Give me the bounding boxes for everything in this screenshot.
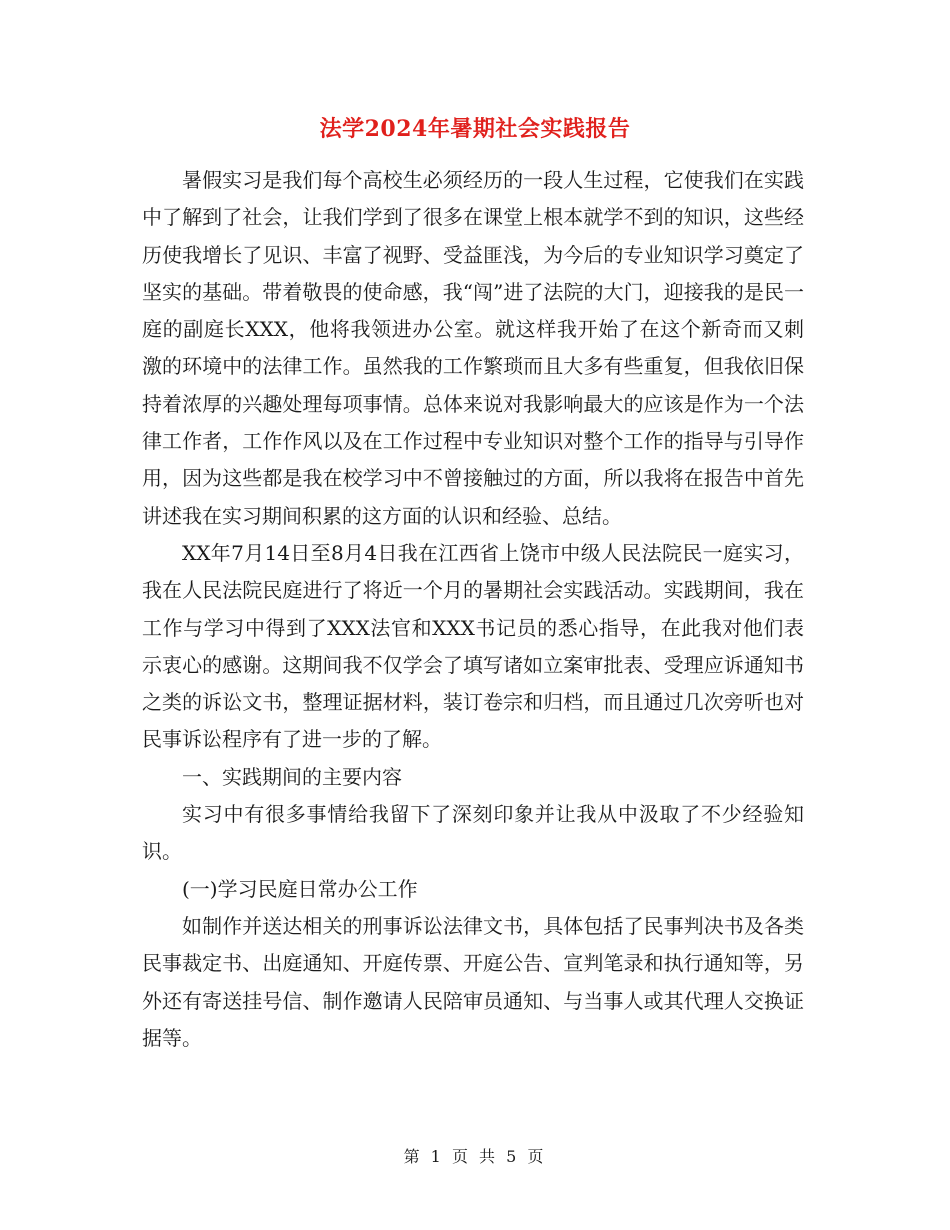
document-body	[142, 162, 804, 1057]
paragraph-internship-period: XX年7月14日至8月4日我在江西省上饶市中级人民法院民一庭实习，我在人民法院民庭进行了将近一个月的暑期社会实践活动。实践期间，我在工作与学习中得到了XXX法官和XXX书记员的悉心指导，在此我对他们表示衷心的感谢。这期间我不仅学会了填写诸如立案审批表、受理应诉通知书之类的诉讼文书，整理证据材料，装订卷宗和归档，而且通过几次旁听也对民事诉讼程序有了进一步的了解。	[142, 540, 804, 752]
document-title: 法学2024年暑期社会实践报告	[319, 116, 631, 142]
paragraph-impressions: 实习中有很多事情给我留下了深刻印象并让我从中汲取了不少经验知识。	[142, 802, 804, 864]
paragraph-legal-documents: 如制作并送达相关的刑事诉讼法律文书，具体包括了民事判决书及各类民事裁定书、出庭通知、开庭传票、开庭公告、宣判笔录和执行通知等，另外还有寄送挂号信、制作邀请人民陪审员通知、与当事人或其代理人交换证据等。	[142, 913, 804, 1050]
section-heading-main-content: 一、实践期间的主要内容	[182, 764, 402, 789]
paragraph-intro: 暑假实习是我们每个高校生必须经历的一段人生过程，它使我们在实践中了解到了社会，让我们学到了很多在课堂上根本就学不到的知识，这些经历使我增长了见识、丰富了视野、受益匪浅，为今后的专业知识学习奠定了坚实的基础。带着敬畏的使命感，我“闯”进了法院的大门，迎接我的是民一庭的副庭长XXX，他将我领进办公室。就这样我开始了在这个新奇而又刺激的环境中的法律工作。虽然我的工作繁琐而且大多有些重复，但我依旧保持着浓厚的兴趣处理每项事情。总体来说对我影响最大的应该是作为一个法律工作者，工作作风以及在工作过程中专业知识对整个工作的指导与引导作用，因为这些都是我在校学习中不曾接触过的方面，所以我将在报告中首先讲述我在实习期间积累的这方面的认识和经验、总结。	[142, 168, 804, 528]
page-footer: 第 1 页 共 5 页	[403, 1147, 547, 1166]
subsection-heading-daily-office-work: (一)学习民庭日常办公工作	[182, 876, 418, 901]
